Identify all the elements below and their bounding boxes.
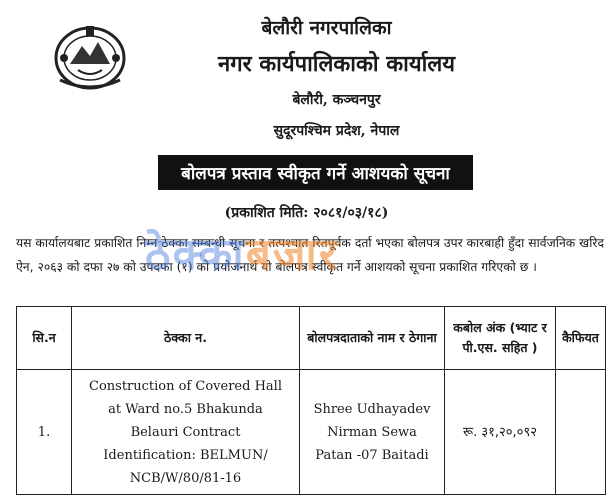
bid-table (16, 306, 606, 495)
header-contract: ठेक्का न. (72, 307, 300, 370)
watermark-part-2: बजार (245, 229, 339, 280)
cell-bidder: Shree Udhayadev Nirman Sewa Patan -07 Baitadi (300, 370, 445, 495)
published-date: (प्रकाशित मिति: २०८१/०३/१८) (224, 205, 389, 221)
table-row (17, 370, 606, 495)
header-bidder: बोलपत्रदाताको नाम र ठेगाना (300, 307, 445, 370)
notice-title-banner: बोलपत्र प्रस्ताव स्वीकृत गर्ने आशयको सूचना (158, 155, 473, 190)
office-name: नगर कार्यपालिकाको कार्यालय (218, 51, 455, 77)
table-header-row (17, 307, 606, 370)
office-address: बेलौरी, कञ्चनपुर (292, 92, 381, 108)
notice-body: यस कार्यालयबाट प्रकाशित निम्न ठेक्का सम्बन्धी सूचना र तत्पश्चात रितपूर्वक दर्ता भएका बोलपत्र उपर कारबाही हुँदा सार्वजनिक खरिद ऐन, २०६३ को दफा २७ को उपदफा (१) को प्रयोजनार्थ यो बोलपत्र स्वीकृत गर्ने आशयको सूचना प्रकाशित गरिएको छ । (16, 236, 604, 274)
header-serial: सि.न (17, 307, 72, 370)
letterhead (0, 0, 613, 150)
municipality-name: बेलौरी नगरपालिका (261, 17, 392, 39)
province-name: सुदूरपश्चिम प्रदेश, नेपाल (273, 123, 400, 139)
cell-amount: रू. ३१,२०,०९२ (445, 370, 556, 495)
cell-contract: Construction of Covered Hall at Ward no.5 Bhakunda Belauri Contract Identification: BELMUN/ NCB/W/80/81-16 (72, 370, 300, 495)
cell-serial: 1. (17, 370, 72, 495)
watermark-part-1: ठेक्का (145, 229, 246, 280)
header-amount: कबोल अंक (भ्याट र पी.एस. सहित ) (445, 307, 556, 370)
header-remarks: कैफियत (556, 307, 606, 370)
cell-remarks (556, 370, 606, 495)
